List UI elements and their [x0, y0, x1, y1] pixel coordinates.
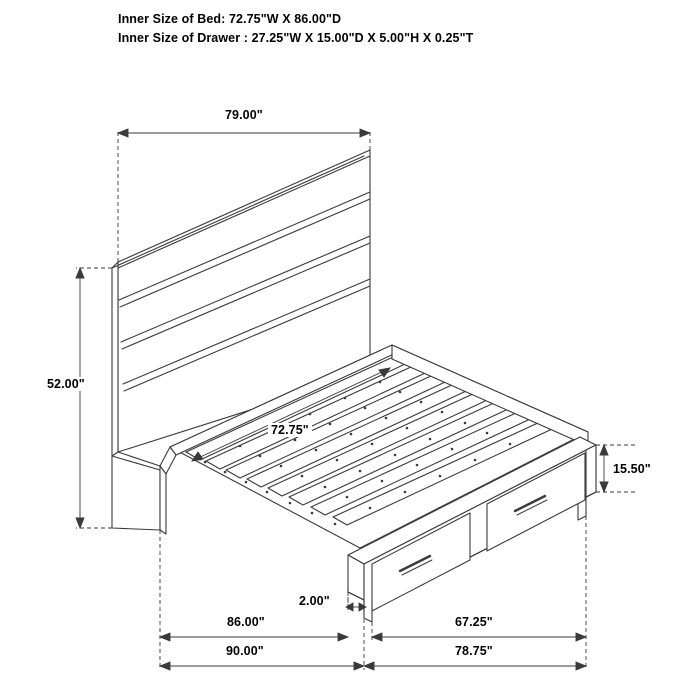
dim-overall-width: 78.75" [452, 644, 496, 658]
dim-headboard-height: 52.00" [44, 377, 88, 391]
dim-side-rail-length: 86.00" [224, 615, 268, 629]
dim-footboard-width: 67.25" [452, 615, 496, 629]
inner-size-bed-text: Inner Size of Bed: 72.75"W X 86.00"D [118, 12, 342, 26]
inner-size-drawer-text: Inner Size of Drawer : 27.25"W X 15.00"D X 5.00"H X 0.25"T [118, 31, 474, 45]
dim-footboard-lip: 2.00" [296, 594, 333, 608]
dim-overall-length: 90.00" [223, 644, 267, 658]
dim-inner-width: 72.75" [268, 423, 312, 437]
dim-headboard-width: 79.00" [222, 108, 266, 122]
dim-footboard-height: 15.50" [610, 462, 654, 476]
